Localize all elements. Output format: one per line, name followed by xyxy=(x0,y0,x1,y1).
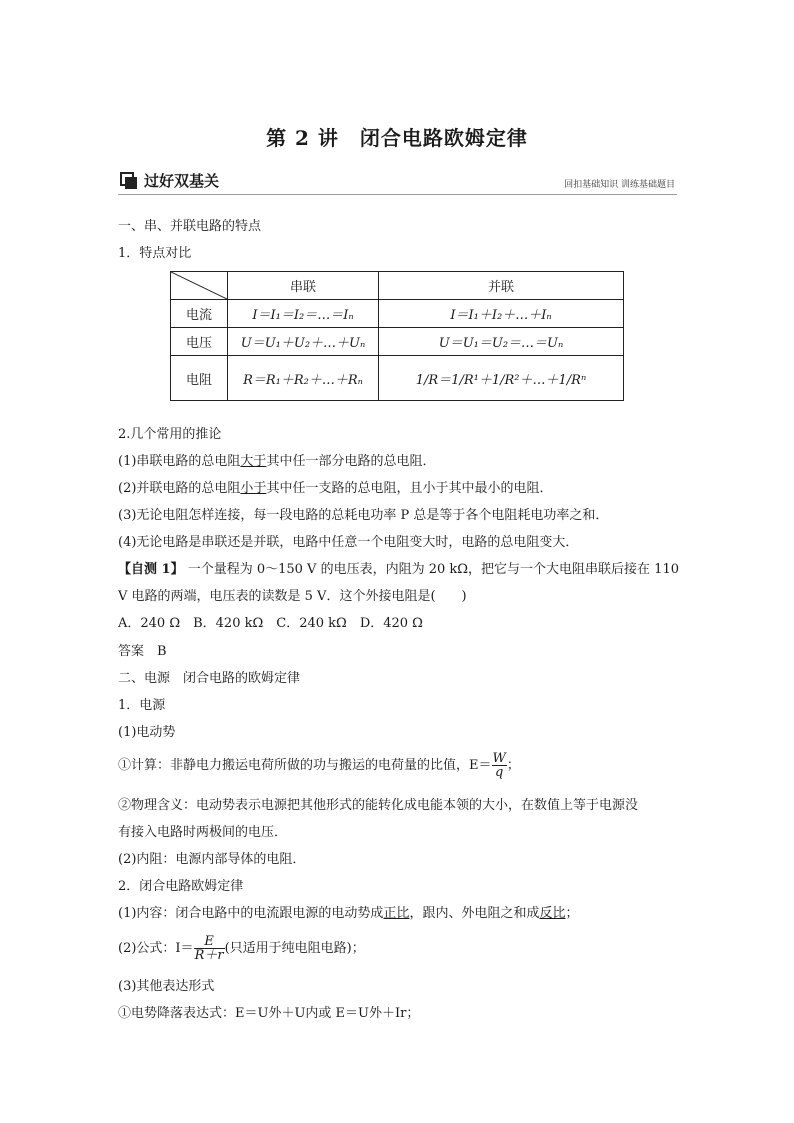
fraction-e-over-r: $\frac{E}{R+r}$ xyxy=(194,934,224,963)
section-title: 过好双基关 xyxy=(144,172,220,190)
section-header xyxy=(118,172,677,195)
inference-2: (2)并联电路的总电阻小于其中任一支路的总电阻，且小于其中最小的电阻． xyxy=(118,481,553,496)
parallel-cell: 1/R＝1/R¹＋1/R²＋…＋1/Rⁿ xyxy=(379,356,624,401)
quiz-line-1: 【自测 1】 一个量程为 0～150 V 的电压表，内阻为 20 kΩ，把它与一个大电阻串联后接在 110 xyxy=(118,562,679,577)
heading-series-parallel: 一、串、并联电路的特点 xyxy=(118,219,262,234)
row-label: 电流 xyxy=(171,300,228,328)
series-cell: R＝R₁＋R₂＋…＋Rₙ xyxy=(228,356,379,401)
table-row xyxy=(171,300,624,328)
parallel-cell: U＝U₁＝U₂＝…＝Uₙ xyxy=(379,328,624,356)
table-row xyxy=(171,328,624,356)
internal-resistance: (2)内阻：电源内部导体的电阻． xyxy=(118,852,306,867)
emf-heading: (1)电动势 xyxy=(118,725,176,740)
fraction-w-over-q: $\frac{W}{q}$ xyxy=(492,751,506,780)
subheading-inferences: 2.几个常用的推论 xyxy=(118,427,222,442)
table-corner-cell xyxy=(171,272,228,300)
table-row xyxy=(171,356,624,401)
quiz-tag: 【自测 1】 xyxy=(118,562,184,577)
quiz-options: A．240 Ω B．420 kΩ C．240 kΩ D．420 Ω xyxy=(118,616,423,631)
emf-meaning-1: ②物理含义：电动势表示电源把其他形式的能转化成电能本领的大小，在数值上等于电源没 xyxy=(118,798,639,813)
header-parallel: 并联 xyxy=(379,272,624,300)
subheading-comparison: 1．特点对比 xyxy=(118,246,192,261)
diagonal-line-icon xyxy=(171,272,227,299)
inference-3: (3)无论电阻怎样连接，每一段电路的总耗电功率 P 总是等于各个电阻耗电功率之和． xyxy=(118,508,609,523)
ohm-formula: (2)公式：I＝ $\frac{E}{R+r}$ (只适用于纯电阻电路)； xyxy=(118,934,365,963)
series-cell: U＝U₁＋U₂＋…＋Uₙ xyxy=(228,328,379,356)
emf-meaning-2: 有接入电路时两极间的电压． xyxy=(118,825,288,840)
inference-4: (4)无论电路是串联还是并联，电路中任意一个电阻变大时，电路的总电阻变大． xyxy=(118,535,579,550)
row-label: 电阻 xyxy=(171,356,228,401)
other-forms-heading: (3)其他表达形式 xyxy=(118,979,215,994)
inference-1: (1)串联电路的总电阻大于其中任一部分电路的总电阻． xyxy=(118,454,436,469)
header-series: 串联 xyxy=(228,272,379,300)
ohm-content: (1)内容：闭合电路中的电流跟电源的电动势成正比，跟内、外电阻之和成反比； xyxy=(118,906,579,921)
parallel-cell: I＝I₁＋I₂＋…＋Iₙ xyxy=(379,300,624,328)
potential-drop-formula: ①电势降落表达式：E＝U外＋U内或 E＝U外＋Ir； xyxy=(118,1006,420,1021)
quiz-line-2: V 电路的两端，电压表的读数是 5 V．这个外接电阻是( ) xyxy=(118,589,467,604)
comparison-table xyxy=(170,271,624,401)
subheading-source: 1．电源 xyxy=(118,698,166,713)
heading-power-source: 二、电源 闭合电路的欧姆定律 xyxy=(118,671,301,686)
row-label: 电压 xyxy=(171,328,228,356)
section-icon xyxy=(120,172,138,190)
quiz-answer: 答案 B xyxy=(118,644,167,659)
emf-calc: ①计算：非静电力搬运电荷所做的功与搬运的电荷量的比值，E＝ $\frac{W}{q}$ ； xyxy=(118,751,520,780)
page-title: 第 2 讲 闭合电路欧姆定律 xyxy=(266,126,528,150)
section-subtitle: 回扣基础知识 训练基础题目 xyxy=(564,180,675,190)
subheading-ohm-law: 2．闭合电路欧姆定律 xyxy=(118,879,244,894)
table-header-row xyxy=(171,272,624,300)
series-cell: I＝I₁＝I₂＝…＝Iₙ xyxy=(228,300,379,328)
